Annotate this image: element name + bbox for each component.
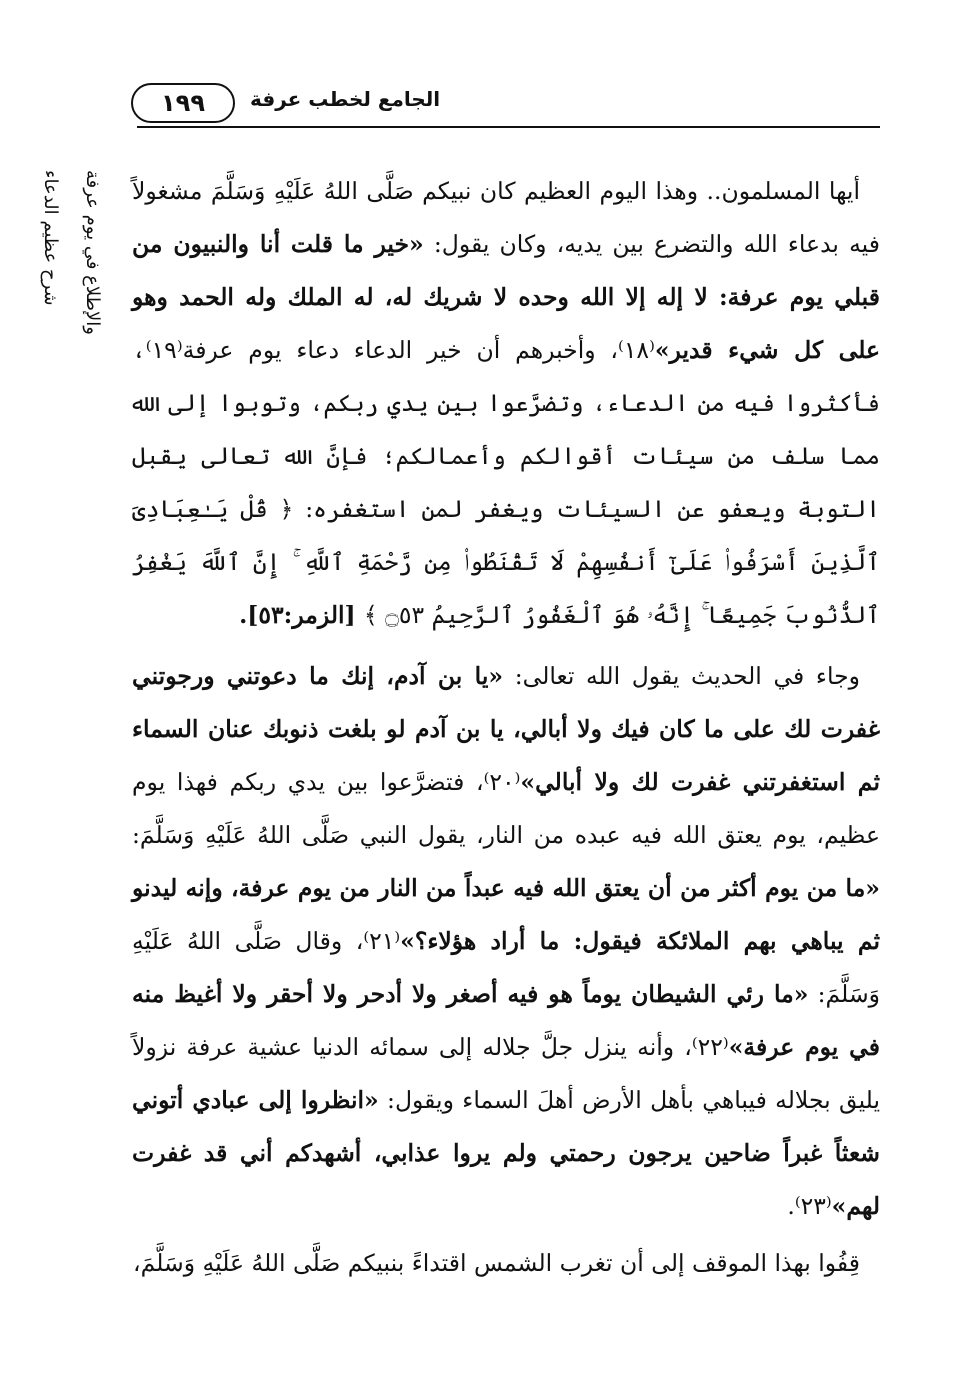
side-note <box>25 170 115 430</box>
header-rule <box>137 126 880 128</box>
footnote-ref: ⁽٢١⁾ <box>363 927 401 955</box>
text: ، فتضرَّعوا بين يدي ربكم فهذا يوم عظيم، يوم يعتق الله فيه عبده من النار، يقول النبي صَلَّى اللهُ عَلَيْهِ وَسَلَّمَ: <box>132 768 880 849</box>
paragraph-3 <box>132 1237 880 1290</box>
book-title: الجامع لخطب عرفة <box>250 86 441 111</box>
paragraph-1 <box>132 165 880 642</box>
text: . <box>787 1192 795 1220</box>
text: ، وأنه ينزل جلَّ جلاله إلى سمائه الدنيا عشية عرفة نزولاً يليق بجلاله فيباهي بأهل الأرض أهلَ السماء ويقول: <box>132 1033 880 1114</box>
page-header <box>0 0 956 130</box>
text: قِفُوا بهذا الموقف إلى أن تغرب الشمس اقتداءً بنبيكم صَلَّى اللهُ عَلَيْهِ وَسَلَّمَ، <box>133 1249 860 1277</box>
footnote-ref: ⁽١٨⁾ <box>618 336 655 364</box>
footnote-ref: ⁽٢٠⁾ <box>483 768 521 796</box>
text: ، وقال صَلَّى اللهُ عَلَيْهِ وَسَلَّمَ: <box>132 927 880 1008</box>
hadith-quote: «يا بن آدم، إنك ما دعوتني ورجوتني غفرت لك على ما كان فيك ولا أبالي، يا بن آدم لو بلغت ذنوبك عنان السماء ثم استغفرتني غفرت لك ولا أبالي» <box>132 662 880 796</box>
text: أيها المسلمون.. وهذا اليوم العظيم كان نبيكم صَلَّى اللهُ عَلَيْهِ وَسَلَّمَ مشغولاً فيه بدعاء الله والتضرع بين يديه، وكان يقول: <box>132 177 880 258</box>
page-number: ١٩٩ <box>131 83 235 123</box>
hadith-quote: «خير ما قلت أنا والنبيون من قبلي يوم عرفة: لا إله إلا الله وحده لا شريك له، له الملك وله الحمد وهو على كل شيء قدير» <box>132 230 881 364</box>
side-note-line-1: شرح عظيم الدعاء <box>40 170 61 306</box>
text: ، فأكثروا فيه من الدعاء، وتضرَّعوا بين يدي ربكم، وتوبوا إلى الله مما سلف من سيئات أقوالكم وأعمالكم؛ فإنَّ الله تعالى يقبل التوبة ويعفو عن السيئات ويغفر لمن استغفره: <box>132 336 880 523</box>
text: ، وأخبرهم أن خير الدعاء دعاء يوم عرفة <box>182 336 619 364</box>
footnote-ref: ⁽٢٣⁾ <box>794 1192 832 1220</box>
footnote-ref: ⁽١٩⁾ <box>145 336 183 364</box>
hadith-quote: «انظروا إلى عبادي أتوني شعثاً غبراً ضاحين يرجون رحمتي ولم يروا عذابي، أشهدكم أني قد غفرت لهم» <box>132 1086 880 1220</box>
hadith-quote: «ما من يوم أكثر من أن يعتق الله فيه عبداً من النار من يوم عرفة، وإنه ليدنو ثم يباهي بهم الملائكة فيقول: ما أراد هؤلاء؟» <box>132 874 881 955</box>
paragraph-2 <box>132 650 880 1233</box>
footnote-ref: ⁽٢٢⁾ <box>691 1033 729 1061</box>
verse-reference: [الزمر:٥٣]. <box>239 601 364 629</box>
body-text <box>132 165 880 1290</box>
text: وجاء في الحديث يقول الله تعالى: <box>503 662 860 690</box>
quran-verse: ﴿ قُلْ يَـٰعِبَادِىَ ٱلَّذِينَ أَسْرَفُوا۟ عَلَىٰٓ أَنفُسِهِمْ لَا تَقْنَطُوا۟ مِن رَّحْمَةِ ٱللَّهِ ۚ إِنَّ ٱللَّهَ يَغْفِرُ ٱلذُّنُوبَ جَمِيعًا ۚ إِنَّهُۥ هُوَ ٱلْغَفُورُ ٱلرَّحِيمُ ۝٥٣ ﴾ <box>132 495 880 629</box>
side-note-line-2: والإطلاع في يوم عرفة <box>82 170 103 335</box>
hadith-quote: «ما رئي الشيطان يوماً هو فيه أصغر ولا أدحر ولا أحقر ولا أغيظ منه في يوم عرفة» <box>132 980 880 1061</box>
